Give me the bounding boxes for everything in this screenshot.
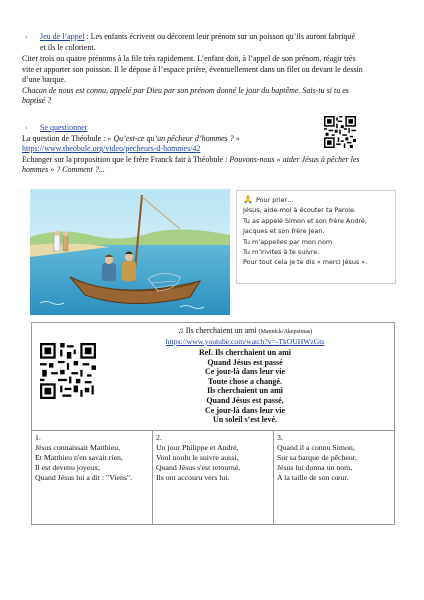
prayer-box [236,190,396,284]
song-youtube-link[interactable]: https://www.youtube.com/watch?v=-TkOUHWzGts [165,337,325,346]
song-header [32,323,394,431]
jeu-appel-intro-2: et ils le colorient. [40,42,96,52]
refrain-line: Quand Jésus est passé, [206,395,284,405]
verse-3 [274,431,394,524]
verse-line: Jésus lui donna un nom, [277,463,353,472]
jeu-appel-intro: : Les enfants écrivent ou décorent leur prénom sur un poisson qu’ils auront fabriqué [84,32,356,41]
song-table [31,322,395,525]
qr-code-icon [324,116,356,148]
theobule-qr-code[interactable] [324,116,356,148]
se-questionner-link[interactable]: Se questionner [40,123,88,132]
prayer-line: Tu as appelé Simon et son frère André, [243,216,367,225]
bullet-icon: › [25,124,28,132]
verse-line: Jésus connaissait Matthieu, [35,443,121,452]
verse-line: Il est devenu joyeux, [35,463,100,472]
refrain-line: Toute chose a changé. [208,376,282,386]
verse-line: Quand Jésus s'est retourné, [156,463,241,472]
refrain-line: Ref. Ils cherchaient un ami [198,348,292,357]
verse-line: Un jour Philippe et André, [156,443,239,452]
prayer-line: Pour tout cela je te dis « merci Jésus ». [243,258,368,267]
song-author: (Mannick/Akepsimas) [258,329,313,335]
qr-code-icon [40,343,96,399]
prayer-title: Pour prier… [255,196,294,204]
prayer-line: Jésus, aide-moi à écouter ta Parole. [243,206,357,215]
verse-line: Et Matthieu n'en savait rien, [35,453,123,462]
verse-line: Ils ont accouru vers lui. [156,473,230,482]
prayer-line: Tu m’invites à te suivre. [243,248,320,257]
exchange-question-1: Pouvons-nous « aider Jésus à pêcher les [229,154,360,164]
verse-1 [32,431,153,524]
music-note-icon: ♫ [177,326,184,335]
verse-number: 1. [35,433,41,442]
song-title-block [102,326,388,425]
theobule-question: « Qu’est-ce qu’un pêcheur d’hommes ? » [107,133,240,143]
boat-illustration [30,189,230,315]
song-title: Ils cherchaient un ami [185,326,257,335]
verse-number: 3. [277,433,283,442]
verse-number: 2. [156,433,162,442]
verse-2 [153,431,274,524]
theobule-video-link[interactable]: https://www.theobule.org/video/pecheurs-d-hommes/42 [22,144,201,153]
refrain-line: Ce jour-là dans leur vie [205,367,285,377]
verse-line: A la taille de son cœur. [277,473,349,482]
verse-line: Voul noulu le suivre aussi, [156,453,239,462]
jeu-appel-para-2: vite et apporter son poisson. Il le dépose à l’espace prière, éventuellement dans un filet ou devant le dessin [22,64,363,74]
jeu-appel-para-3: d’une barque. [22,75,66,84]
refrain-line: Ils cherchaient un ami [206,386,284,396]
verse-line: Quand il a connu Simon, [277,443,355,452]
bullet-icon: › [25,33,28,41]
prayer-line: Tu m’appelles par mon nom [243,237,333,246]
baptism-question-2: baptisé ? [22,96,52,105]
refrain-line: Ce jour-là dans leur vie [205,405,285,415]
song-qr-code[interactable] [40,343,96,399]
exchange-question-2: hommes » ? Comment ?... [22,165,105,174]
jeu-appel-link[interactable]: Jeu de l’appel [40,32,85,41]
verse-line: Sur sa barque de pêcheur, [277,453,358,462]
theobule-question-prefix: La question de Théobule : [22,133,108,143]
praying-hands-icon: 🙏 [243,195,253,204]
refrain-line: Un soleil s’est levé. [213,415,277,425]
exchange-prefix: Echanger sur la proposition que le frère Franck fait à Théobule : [22,154,230,164]
jeu-appel-para-1: Citer trois ou quatre prénoms à la file très rapidement. L’enfant doit, à l’appel de son prénom, réagir très [22,54,356,63]
verse-line: Quand Jésus lui a dit : "Viens". [35,473,133,482]
baptism-question-1: Chacun de nous est connu, appelé par Dieu par son prénom donné le jour du baptême. Sais-tu si tu es [22,85,349,95]
section-jeu-appel [22,32,408,107]
prayer-line: Jacques et son frère Jean. [243,227,325,236]
refrain-line: Quand Jésus est passé [207,357,283,367]
